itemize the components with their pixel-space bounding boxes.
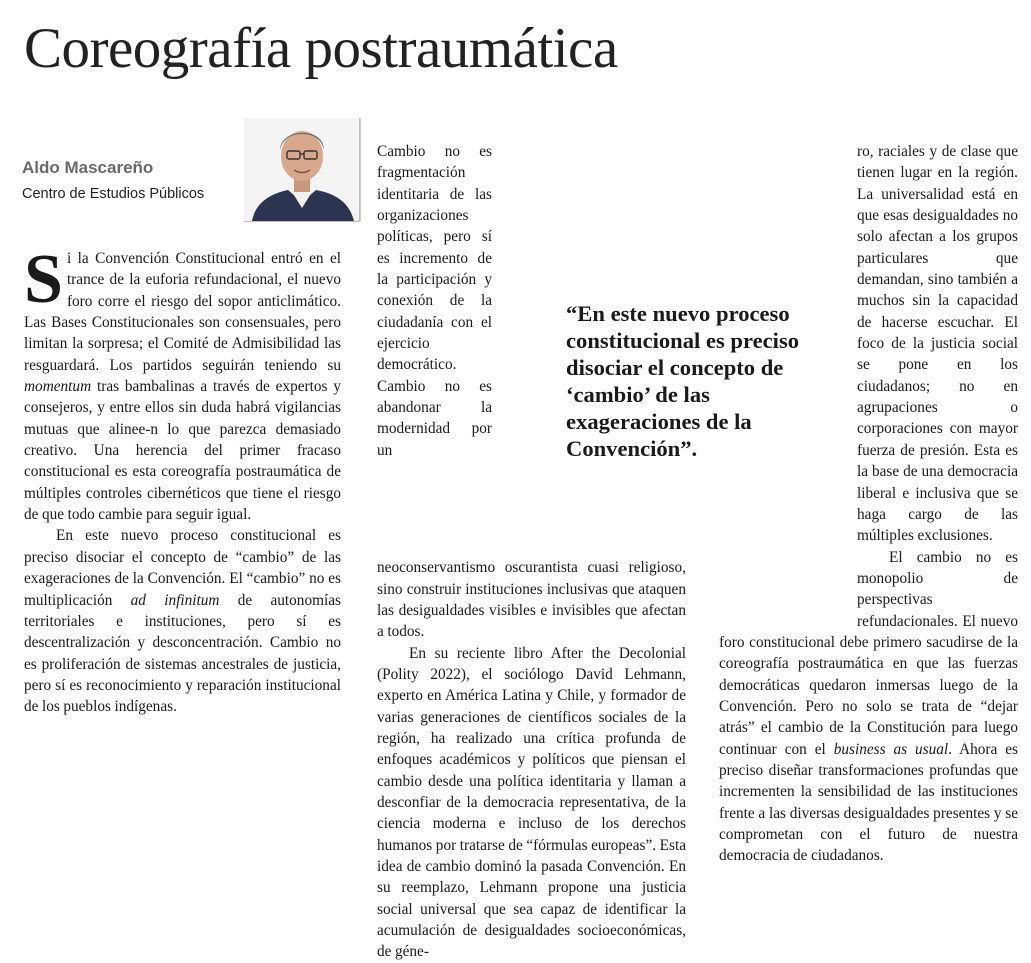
drop-cap: S (24, 241, 63, 318)
paragraph (24, 241, 341, 525)
text-run: El cambio no es monopolio de perspectivas refundacionales. El nuevo foro constitucional debe primero sacudirse de la coreografía postraumática en que las fuerzas democráticas quedaron inmersas luego de la Convención. Pero no solo se trata de “dejar atrás” el cambio de la Constitución para luego continuar con el (719, 548, 1018, 758)
emphasis: ad infinitum (130, 591, 220, 609)
text-run: de autonomías territoriales e instituciones, pero sí es descentralización y desconcentración. Cambio no es proliferación de sistemas ancestrales de justicia, pero sí es reconocimiento y reparación institucional de los pueblos indígenas. (24, 591, 341, 716)
column-3 (719, 141, 1018, 867)
text-run: tras bambalinas a través de expertos y consejeros, y entre ellos sin duda habrá vigilancias mutuas que alinee-n lo que parezca demasiado creativo. Una herencia del primer fracaso constitucional es esta coreografía postraumática de múltiples controles cibernéticos que tiene el riesgo de que todo cambie para seguir igual. (24, 378, 341, 524)
author-photo (244, 118, 360, 222)
paragraph: ro, raciales y de clase que tienen lugar en la región. La universalidad está en que esas desigualdades no solo afectan a los grupos particulares que demandan, sino también a muchos sin la capacidad de hacerse escuchar. El foco de la justicia social se pone en los ciudadanos; no en agrupaciones o corporaciones con mayor fuerza de presión. Esta es la base de una democracia liberal e inclusiva que se haga cargo de las múltiples exclusiones. (857, 143, 1018, 545)
text-run: . Ahora es preciso diseñar transformaciones profundas que incrementen la sensibilidad de las instituciones frente a las diversas desigualdades presentes y se comprometan con el futuro de nuestra democracia de ciudadanos. (719, 740, 1018, 865)
text-run: En este nuevo proceso constitucional es preciso disociar el concepto de “cambio” de las exageraciones de la Convención. El “cambio” no es multiplicación (24, 527, 341, 609)
author-organization: Centro de Estudios Públicos (22, 186, 205, 202)
paragraph (24, 525, 341, 717)
column-2 (377, 141, 686, 963)
column-1 (24, 241, 341, 718)
byline (22, 156, 204, 206)
article-title: Coreografía postraumática (24, 17, 618, 80)
author-name: Aldo Mascareño (22, 158, 154, 177)
emphasis: momentum (24, 378, 92, 396)
text-run: i la Convención Constitucional entró en el trance de la euforia refundacional, el nuevo foro corre el riesgo del sopor anticlimático. Las Bases Constitucionales son consensuales, pero limitan la sorpresa; el Comité de Admisibilidad las resguardará. Los partidos seguirán teniendo su (24, 250, 341, 374)
paragraph: Cambio no es fragmentación identitaria de las organizaciones políticas, pero sí es incremento de la participación y conexión de la ciudadanía con el ejercicio democrático. Cambio no es abandonar la modernidad por un neoconservantismo oscurantista cuasi religioso, sino construir instituciones inclusivas que ataquen las desigualdades visibles e invisibles que afectan a todos. (377, 143, 686, 641)
column-rule-1 (360, 118, 361, 221)
emphasis: business as usual (833, 740, 949, 758)
pull-quote: “En este nuevo proceso constitucional es preciso disociar el concepto de ‘cambio’ de las exageraciones de la Convención”. (566, 301, 800, 461)
paragraph: En su reciente libro After the Decolonial (Polity 2022), el sociólogo David Lehmann, experto en América Latina y Chile, y formador de varias generaciones de científicos sociales de la región, ha realizado una crítica profunda de enfoques académicos y políticos que piensan el cambio desde una política identitaria y llaman a desconfiar de la democracia representativa, de la ciencia moderna e incluso de los derechos humanos por tratarse de “fórmulas europeas”. Esta idea de cambio dominó la pasada Convención. En su reemplazo, Lehmann propone una justicia social universal que sea capaz de identificar la acumulación de desigualdades socioeconómicas, de géne- (377, 644, 686, 961)
